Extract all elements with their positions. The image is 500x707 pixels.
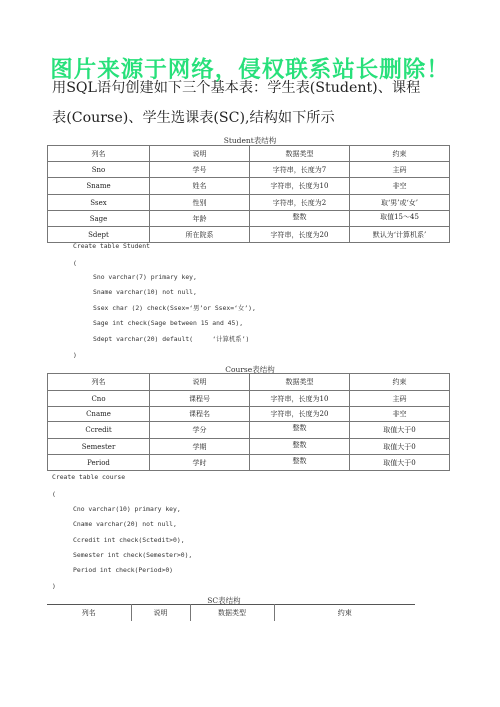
table-cell: Ccredit — [48, 422, 150, 439]
code-line: Cname varchar(20) not null, — [73, 520, 177, 528]
table-cell: 性别 — [150, 195, 250, 211]
table-cell: 整数 — [250, 211, 350, 227]
table-cell: Semester — [48, 439, 150, 455]
code-line: Cno varchar(10) primary key, — [73, 505, 181, 513]
table-cell: 字符串，长度为7 — [250, 162, 350, 178]
table-cell: Ssex — [48, 195, 150, 211]
table-cell: 取值15～45 — [350, 211, 450, 227]
code-line: ) — [73, 351, 77, 359]
code-line: Sage int check(Sage between 15 and 45), — [93, 319, 244, 327]
table-row — [48, 422, 450, 439]
header-cell: 约束 — [350, 374, 450, 391]
table-cell: 年龄 — [150, 211, 250, 227]
header-cell: 约束 — [274, 605, 415, 621]
table-cell: 学分 — [150, 422, 250, 439]
table-cell: 学时 — [150, 455, 250, 471]
code-line: ( — [52, 490, 56, 498]
course-header-row — [48, 374, 450, 391]
table-cell: 字符串，长度为20 — [250, 407, 350, 422]
course-table-caption: Course表结构 — [225, 365, 275, 374]
header-cell: 列名 — [48, 146, 150, 162]
code-line: Sdept varchar(20) default( ‘计算机系’) — [93, 335, 250, 343]
table-cell: 主码 — [350, 391, 450, 407]
table-cell: 课程名 — [150, 407, 250, 422]
intro-line-1: 用SQL语句创建如下三个基本表：学生表(Student)、课程 — [52, 80, 421, 96]
table-cell: 所在院系 — [150, 227, 250, 243]
table-cell: 学号 — [150, 162, 250, 178]
table-cell: 非空 — [350, 178, 450, 195]
table-row — [48, 162, 450, 178]
course-table — [47, 373, 450, 471]
table-cell: 字符串，长度为10 — [250, 178, 350, 195]
table-cell: 字符串，长度为2 — [250, 195, 350, 211]
code-line: ) — [52, 582, 56, 590]
table-row — [48, 227, 450, 243]
code-line: Period int check(Period>0) — [73, 566, 174, 574]
table-cell: 整数 — [250, 439, 350, 455]
table-cell: Cname — [48, 407, 150, 422]
sc-table-caption: SC表结构 — [207, 596, 241, 605]
table-row — [48, 211, 450, 227]
table-cell: 取值大于0 — [350, 455, 450, 471]
table-cell: Sdept — [48, 227, 150, 243]
header-cell: 说明 — [150, 146, 250, 162]
table-cell: 取‘男’或‘女’ — [350, 195, 450, 211]
code-line: Sname varchar(10) not null, — [93, 288, 197, 296]
table-row — [48, 439, 450, 455]
table-row — [48, 391, 450, 407]
table-cell: Sage — [48, 211, 150, 227]
header-cell: 数据类型 — [190, 605, 274, 621]
table-cell: 取值大于0 — [350, 422, 450, 439]
table-row — [48, 407, 450, 422]
table-cell: 字符串，长度为20 — [250, 227, 350, 243]
code-line: Semester int check(Semester>0), — [73, 551, 193, 559]
header-cell: 数据类型 — [250, 146, 350, 162]
table-cell: Sname — [48, 178, 150, 195]
header-cell: 列名 — [47, 605, 131, 621]
table-row — [48, 455, 450, 471]
student-table — [47, 145, 450, 243]
code-line: Create table Student — [73, 242, 150, 250]
header-cell: 列名 — [48, 374, 150, 391]
table-cell: 整数 — [250, 455, 350, 471]
code-line: Ccredit int check(Sctedit>0), — [73, 536, 185, 544]
header-cell: 数据类型 — [250, 374, 350, 391]
watermark-text: 图片来源于网络，侵权联系站长删除！ — [50, 57, 450, 83]
table-cell: 主码 — [350, 162, 450, 178]
header-cell: 说明 — [131, 605, 190, 621]
student-header-row — [48, 146, 450, 162]
table-row — [48, 178, 450, 195]
table-cell: 学期 — [150, 439, 250, 455]
code-line: Create table course — [52, 473, 126, 481]
table-cell: 字符串，长度为10 — [250, 391, 350, 407]
table-cell: 整数 — [250, 422, 350, 439]
table-row — [48, 195, 450, 211]
table-cell: 非空 — [350, 407, 450, 422]
table-cell: 默认为‘计算机系’ — [350, 227, 450, 243]
sc-header-row — [47, 605, 415, 621]
table-cell: Cno — [48, 391, 150, 407]
student-table-caption: Student表结构 — [223, 136, 277, 145]
table-cell: Sno — [48, 162, 150, 178]
table-cell: 取值大于0 — [350, 439, 450, 455]
code-line: ( — [73, 259, 77, 267]
table-cell: 课程号 — [150, 391, 250, 407]
table-cell: Period — [48, 455, 150, 471]
intro-line-2: 表(Course)、学生选课表(SC),结构如下所示 — [52, 110, 335, 126]
code-line: Ssex char (2) check(Ssex=‘男’or Ssex=‘女’), — [93, 304, 256, 312]
code-line: Sno varchar(7) primary key, — [93, 273, 197, 281]
table-cell: 姓名 — [150, 178, 250, 195]
header-cell: 说明 — [150, 374, 250, 391]
header-cell: 约束 — [350, 146, 450, 162]
sc-table — [47, 604, 415, 621]
